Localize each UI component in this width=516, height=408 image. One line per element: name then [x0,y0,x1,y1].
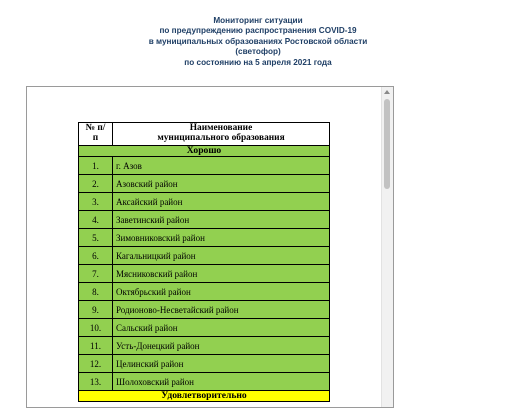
page-heading [0,16,516,68]
table-row [79,337,330,355]
status-group-label: Удовлетворительно [79,391,330,402]
heading-line: по состоянию на 5 апреля 2021 года [184,57,332,67]
municipality-name: Кагальницкий район [113,247,330,265]
embedded-document-frame[interactable] [26,86,394,408]
table-header-row [79,123,330,146]
municipality-name: Усть-Донецкий район [113,337,330,355]
heading-line: (светофор) [235,47,281,57]
name-column-header [113,123,330,146]
table-row [79,229,330,247]
municipality-name: Азовский район [113,175,330,193]
status-group-label: Хорошо [79,146,330,157]
row-number: 1. [79,157,113,175]
scrollbar-thumb[interactable] [384,99,390,189]
table-row [79,373,330,391]
municipality-name: Аксайский район [113,193,330,211]
row-number: 12. [79,355,113,373]
name-header-line: Наименование [189,123,253,134]
municipality-name: Зимовниковский район [113,229,330,247]
heading-line: по предупреждению распространения COVID-19 [159,26,357,36]
row-number: 11. [79,337,113,355]
table-row [79,247,330,265]
row-number: 4. [79,211,113,229]
table-row [79,355,330,373]
status-group-row [79,146,330,157]
name-header-line: муниципального образования [157,133,285,143]
municipality-name: Целинский район [113,355,330,373]
vertical-scrollbar[interactable] [381,87,393,407]
row-number: 9. [79,301,113,319]
row-number: 3. [79,193,113,211]
municipality-name: Заветинский район [113,211,330,229]
table-row [79,265,330,283]
table-row [79,211,330,229]
table-row [79,175,330,193]
row-number: 10. [79,319,113,337]
number-header-line: № п/ [85,123,106,134]
row-number: 7. [79,265,113,283]
municipality-name: Сальский район [113,319,330,337]
municipality-name: г. Азов [113,157,330,175]
number-column-header [79,123,113,146]
row-number: 8. [79,283,113,301]
table-row [79,193,330,211]
number-header-line: п [92,133,99,143]
municipality-name: Октябрьский район [113,283,330,301]
table-row [79,157,330,175]
table-row [79,283,330,301]
municipality-name: Мясниковский район [113,265,330,283]
row-number: 13. [79,373,113,391]
row-number: 5. [79,229,113,247]
municipality-name: Шолоховский район [113,373,330,391]
row-number: 6. [79,247,113,265]
municipality-name: Родионово-Несветайский район [113,301,330,319]
heading-line: Мониторинг ситуации [213,16,303,25]
scroll-up-arrow-icon[interactable] [384,90,390,94]
table-row [79,301,330,319]
heading-line: в муниципальных образованиях Ростовской области [148,36,368,46]
table-body [79,146,330,402]
table-row [79,319,330,337]
municipality-table [78,122,330,402]
row-number: 2. [79,175,113,193]
